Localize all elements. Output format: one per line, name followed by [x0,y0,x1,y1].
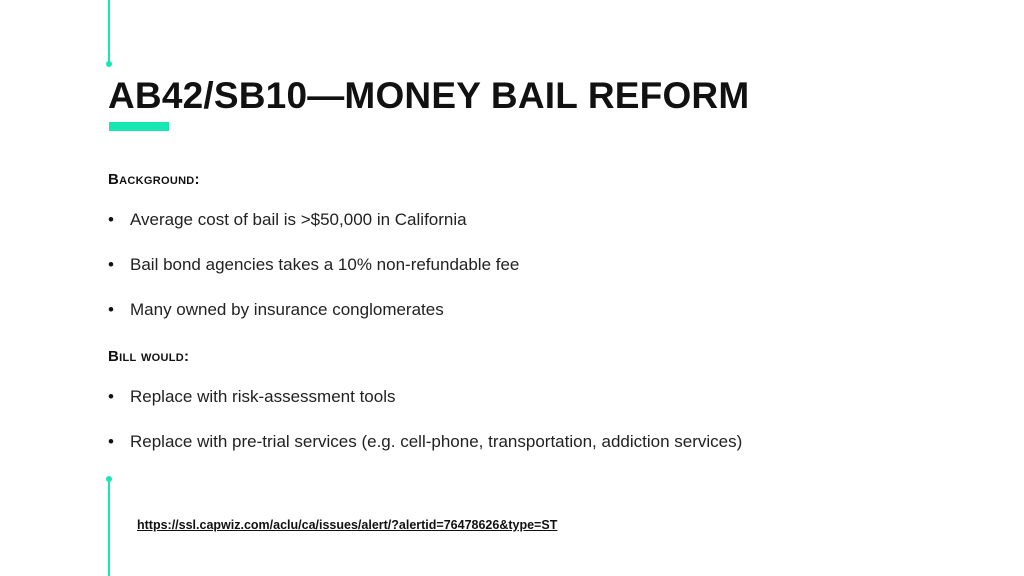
bullet-icon: • [108,432,114,451]
bill-bullet-list [108,386,742,476]
list-item [108,209,519,254]
top-accent-line [108,0,110,63]
bullet-text: Replace with risk-assessment tools [130,387,396,406]
slide-title: AB42/SB10—MONEY BAIL REFORM [108,75,750,116]
list-item [108,431,742,476]
background-heading: Background: [108,171,200,188]
title-underline-bar [109,122,169,131]
background-bullet-list [108,209,519,344]
list-item [108,254,519,299]
bill-would-heading: Bill would: [108,348,190,365]
bullet-text: Bail bond agencies takes a 10% non-refundable fee [130,255,520,274]
bottom-accent-dot [106,476,112,482]
source-link[interactable]: https://ssl.capwiz.com/aclu/ca/issues/alert/?alertid=76478626&type=ST [137,518,558,532]
bullet-text: Average cost of bail is >$50,000 in California [130,210,467,229]
list-item [108,386,742,431]
bullet-icon: • [108,300,114,319]
list-item [108,299,519,344]
bullet-icon: • [108,210,114,229]
bullet-icon: • [108,255,114,274]
top-accent-dot [106,61,112,67]
bottom-accent-line [108,480,110,576]
bullet-text: Replace with pre-trial services (e.g. cell-phone, transportation, addiction services) [130,432,743,451]
bullet-text: Many owned by insurance conglomerates [130,300,444,319]
bullet-icon: • [108,387,114,406]
